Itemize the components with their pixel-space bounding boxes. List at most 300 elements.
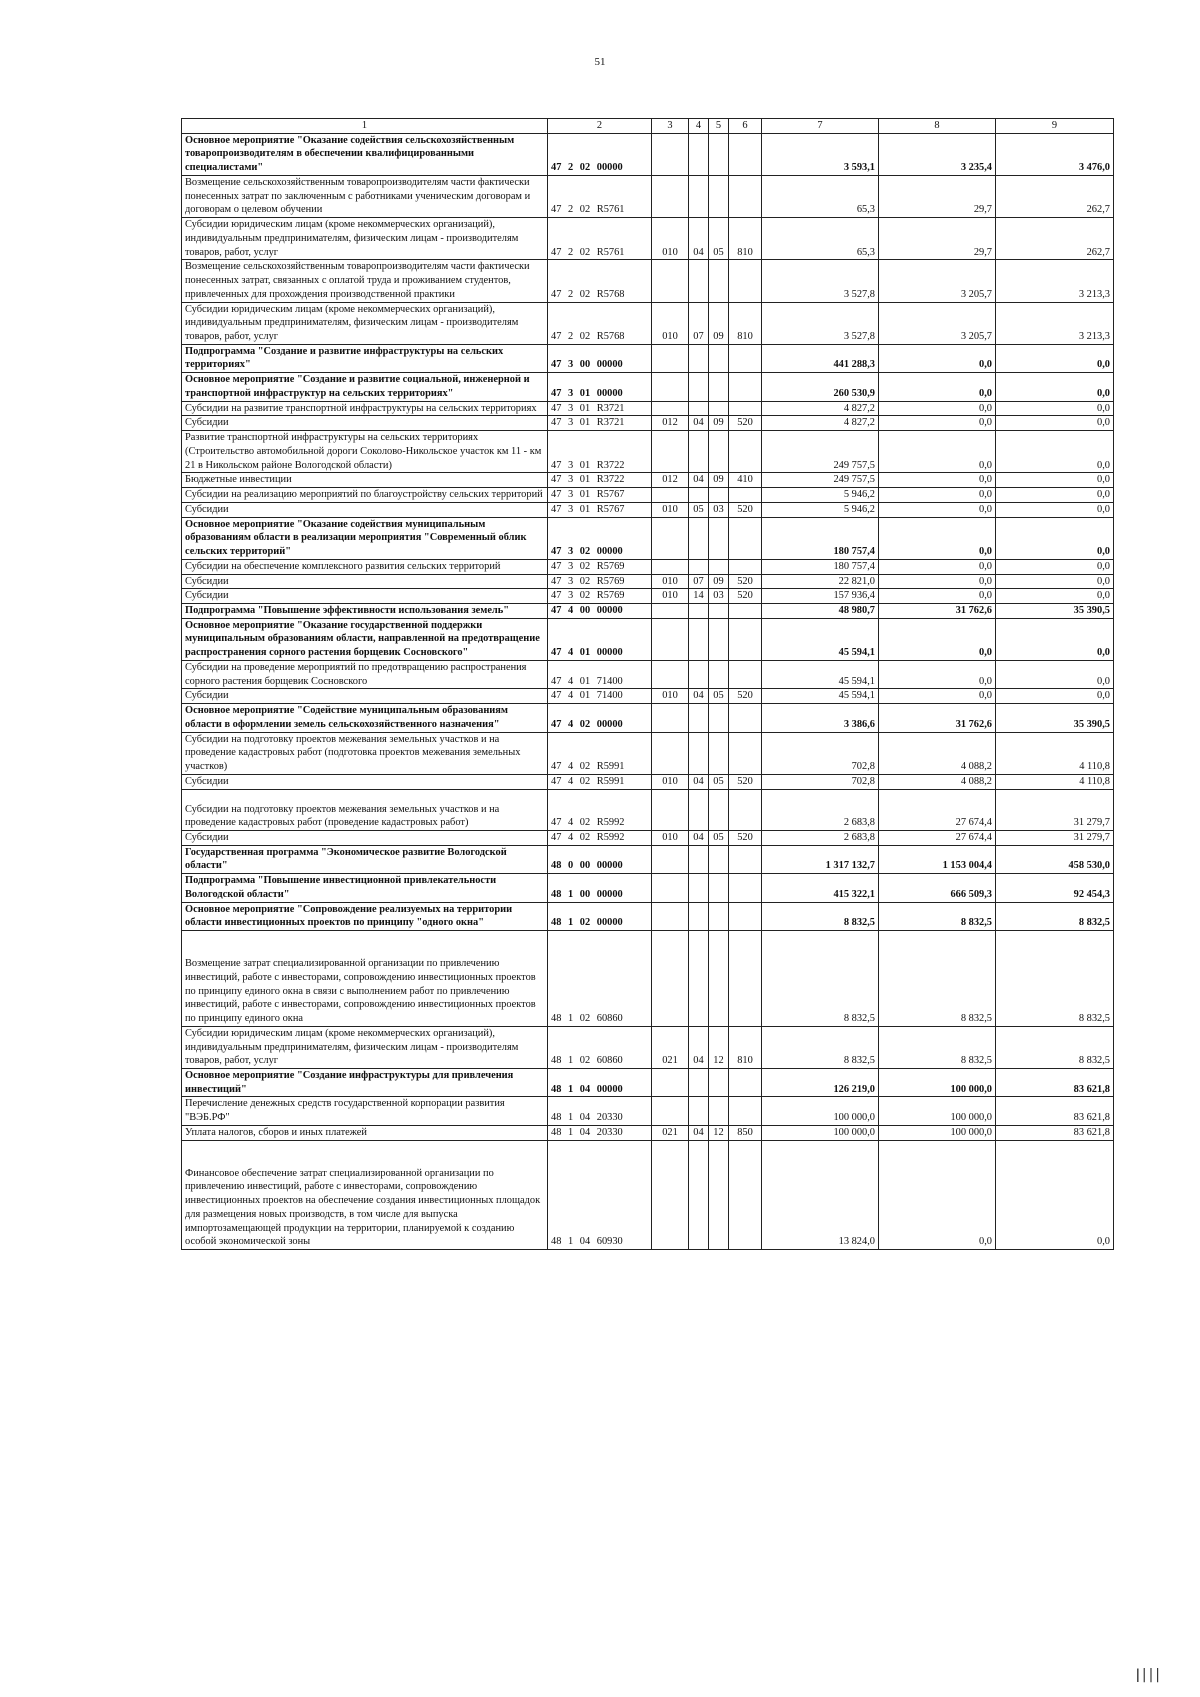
row-value-col7 — [762, 416, 879, 431]
table-row — [182, 175, 1114, 217]
row-expense-type — [729, 845, 762, 873]
row-code — [548, 502, 652, 517]
row-value-col7 — [762, 473, 879, 488]
row-value-col8 — [879, 574, 996, 589]
row-code-text: 48 1 04 00000 — [551, 1083, 623, 1095]
row-code-text: 47 4 02 R5992 — [551, 817, 625, 829]
table-row — [182, 574, 1114, 589]
row-code-text: 48 1 04 20330 — [551, 1112, 623, 1124]
row-value-col7 — [762, 431, 879, 473]
row-value-col7 — [762, 589, 879, 604]
row-value-col8 — [879, 845, 996, 873]
row-subsection — [709, 431, 729, 473]
row-name-text: Субсидии на реализацию мероприятий по благоустройству сельских территорий — [185, 489, 543, 501]
row-value-col7-text: 65,3 — [856, 246, 875, 258]
row-value-col7-text: 3 386,6 — [843, 718, 875, 730]
row-code — [548, 618, 652, 660]
row-value-col8-text: 0,0 — [979, 575, 992, 587]
row-ministry — [652, 416, 689, 431]
row-ministry — [652, 502, 689, 517]
row-code-text: 47 3 01 R5767 — [551, 503, 625, 515]
row-ministry — [652, 218, 689, 260]
row-value-col8 — [879, 1140, 996, 1249]
row-ministry-text: 021 — [662, 1126, 678, 1138]
row-section — [689, 589, 709, 604]
row-expense-type — [729, 589, 762, 604]
row-expense-type-text: 520 — [737, 775, 753, 787]
row-name-text: Подпрограмма "Повышение эффективности использования земель" — [185, 604, 510, 616]
row-value-col9-text: 262,7 — [1086, 246, 1110, 258]
row-value-col7-text: 45 594,1 — [838, 675, 875, 687]
row-value-col7-text: 13 824,0 — [838, 1236, 875, 1248]
row-expense-type — [729, 830, 762, 845]
row-value-col7-text: 702,8 — [851, 761, 875, 773]
row-value-col8-text: 27 674,4 — [955, 817, 992, 829]
row-ministry — [652, 789, 689, 830]
row-value-col8 — [879, 589, 996, 604]
row-subsection — [709, 618, 729, 660]
row-value-col8-text: 0,0 — [979, 417, 992, 429]
row-value-col8 — [879, 373, 996, 401]
row-code-text: 47 3 02 00000 — [551, 546, 623, 558]
row-ministry-text: 010 — [662, 831, 678, 843]
row-value-col7 — [762, 401, 879, 416]
row-ministry — [652, 401, 689, 416]
row-name — [182, 874, 548, 902]
row-code — [548, 431, 652, 473]
row-name — [182, 931, 548, 1027]
row-expense-type — [729, 218, 762, 260]
row-code — [548, 260, 652, 302]
row-subsection-text: 09 — [713, 575, 724, 587]
row-expense-type — [729, 874, 762, 902]
row-section-text: 04 — [693, 246, 704, 258]
row-value-col9 — [996, 517, 1114, 559]
row-expense-type-text: 410 — [737, 474, 753, 486]
row-code-text: 47 4 02 00000 — [551, 718, 623, 730]
row-name-text: Основное мероприятие "Сопровождение реализуемых на территории области инвестиционных проектов по принципу "одного окна" — [185, 903, 513, 929]
row-value-col7-text: 3 593,1 — [843, 162, 875, 174]
row-value-col8-text: 27 674,4 — [955, 831, 992, 843]
row-subsection — [709, 589, 729, 604]
row-value-col8-text: 0,0 — [979, 560, 992, 572]
row-subsection — [709, 845, 729, 873]
row-ministry — [652, 1140, 689, 1249]
row-section — [689, 401, 709, 416]
row-value-col8-text: 0,0 — [979, 503, 992, 515]
row-ministry-text: 010 — [662, 590, 678, 602]
row-ministry — [652, 931, 689, 1027]
row-value-col8 — [879, 732, 996, 774]
row-code — [548, 704, 652, 732]
row-value-col9 — [996, 660, 1114, 688]
row-value-col7 — [762, 874, 879, 902]
row-name — [182, 302, 548, 344]
row-section — [689, 488, 709, 503]
row-code — [548, 830, 652, 845]
row-code — [548, 302, 652, 344]
row-name-text: Субсидии на обеспечение комплексного развития сельских территорий — [185, 560, 501, 572]
table-row — [182, 431, 1114, 473]
row-value-col7-text: 180 757,4 — [833, 560, 875, 572]
row-value-col7-text: 5 946,2 — [843, 503, 875, 515]
row-code — [548, 603, 652, 618]
table-row — [182, 874, 1114, 902]
row-code — [548, 931, 652, 1027]
row-value-col8 — [879, 401, 996, 416]
row-value-col7-text: 22 821,0 — [838, 575, 875, 587]
row-subsection-text: 05 — [713, 246, 724, 258]
row-code — [548, 559, 652, 574]
row-name — [182, 401, 548, 416]
row-value-col8-text: 0,0 — [979, 1236, 992, 1248]
row-expense-type — [729, 660, 762, 688]
row-value-col9-text: 8 832,5 — [1078, 1055, 1110, 1067]
row-value-col9 — [996, 559, 1114, 574]
row-subsection — [709, 1069, 729, 1097]
row-name — [182, 431, 548, 473]
row-value-col9-text: 83 621,8 — [1073, 1126, 1110, 1138]
row-name-text: Субсидии на развитие транспортной инфраструктуры на сельских территориях — [185, 402, 537, 414]
row-ministry — [652, 1125, 689, 1140]
row-value-col8 — [879, 431, 996, 473]
row-subsection — [709, 373, 729, 401]
row-code-text: 48 1 02 60860 — [551, 1013, 623, 1025]
row-value-col9-text: 4 110,8 — [1079, 761, 1110, 773]
row-section — [689, 1097, 709, 1125]
row-expense-type-text: 810 — [737, 1055, 753, 1067]
row-value-col9 — [996, 218, 1114, 260]
table-row — [182, 789, 1114, 830]
row-section — [689, 874, 709, 902]
row-value-col8-text: 0,0 — [979, 489, 992, 501]
row-ministry-text: 010 — [662, 575, 678, 587]
row-expense-type — [729, 133, 762, 175]
row-value-col7 — [762, 845, 879, 873]
row-section-text: 04 — [693, 474, 704, 486]
row-section — [689, 302, 709, 344]
row-code — [548, 689, 652, 704]
row-expense-type-text: 810 — [737, 246, 753, 258]
row-expense-type — [729, 931, 762, 1027]
row-value-col9 — [996, 1026, 1114, 1068]
row-expense-type-text: 520 — [737, 503, 753, 515]
row-section — [689, 218, 709, 260]
row-name-text: Субсидии — [185, 417, 229, 429]
row-ministry — [652, 133, 689, 175]
table-row — [182, 1140, 1114, 1249]
table-header-row — [182, 119, 1114, 134]
row-code — [548, 1140, 652, 1249]
row-expense-type — [729, 473, 762, 488]
row-ministry — [652, 845, 689, 873]
row-section-text: 04 — [693, 831, 704, 843]
row-value-col7 — [762, 732, 879, 774]
row-subsection — [709, 689, 729, 704]
row-value-col8 — [879, 218, 996, 260]
row-expense-type — [729, 774, 762, 789]
row-code-text: 47 3 02 R5769 — [551, 575, 625, 587]
row-value-col7 — [762, 931, 879, 1027]
row-name-text: Субсидии на подготовку проектов межевания земельных участков и на проведение кадастровых работ (проведение кадастровых работ) — [185, 803, 500, 829]
row-name — [182, 574, 548, 589]
row-ministry — [652, 589, 689, 604]
row-value-col7 — [762, 1125, 879, 1140]
row-ministry — [652, 830, 689, 845]
row-code-text: 47 3 02 R5769 — [551, 590, 625, 602]
row-code-text: 47 4 02 R5992 — [551, 831, 625, 843]
row-name-text: Государственная программа "Экономическое развитие Вологодской области" — [185, 846, 507, 872]
row-code-text: 47 4 02 R5991 — [551, 775, 625, 787]
row-value-col8-text: 3 235,4 — [960, 162, 992, 174]
row-value-col7-text: 45 594,1 — [838, 647, 875, 659]
row-value-col7 — [762, 704, 879, 732]
page-number: 51 — [594, 56, 606, 68]
row-value-col8-text: 1 153 004,4 — [942, 860, 992, 872]
row-section — [689, 473, 709, 488]
row-value-col7 — [762, 689, 879, 704]
row-expense-type — [729, 488, 762, 503]
row-expense-type — [729, 1026, 762, 1068]
row-code — [548, 373, 652, 401]
row-subsection — [709, 175, 729, 217]
row-subsection-text: 12 — [713, 1055, 724, 1067]
row-value-col9 — [996, 589, 1114, 604]
row-value-col7 — [762, 302, 879, 344]
row-value-col8-text: 4 088,2 — [960, 761, 992, 773]
row-value-col7 — [762, 1140, 879, 1249]
row-subsection — [709, 502, 729, 517]
table-body — [182, 133, 1114, 1249]
row-value-col7-text: 415 322,1 — [833, 888, 875, 900]
row-subsection — [709, 559, 729, 574]
table-row — [182, 1125, 1114, 1140]
row-value-col8-text: 100 000,0 — [950, 1126, 992, 1138]
row-code — [548, 517, 652, 559]
row-name-text: Развитие транспортной инфраструктуры на сельских территориях (Строительство автомобильной дороги Соколово-Никольское участок км 11 - км 21 в Никольском районе Вологодской области) — [185, 432, 542, 471]
row-value-col7-text: 260 530,9 — [833, 387, 875, 399]
row-value-col7 — [762, 902, 879, 930]
row-subsection-text: 09 — [713, 331, 724, 343]
row-subsection-text: 05 — [713, 831, 724, 843]
row-value-col8-text: 0,0 — [979, 647, 992, 659]
row-value-col8 — [879, 874, 996, 902]
row-value-col8-text: 0,0 — [979, 387, 992, 399]
row-ministry-text: 010 — [662, 775, 678, 787]
row-value-col7 — [762, 559, 879, 574]
row-value-col7-text: 5 946,2 — [843, 489, 875, 501]
row-ministry-text: 012 — [662, 474, 678, 486]
row-expense-type — [729, 789, 762, 830]
row-value-col8 — [879, 517, 996, 559]
row-name-text: Субсидии юридическим лицам (кроме некоммерческих организаций), индивидуальным предпринимателям, физическим лицам - производителям товаров, работ, услуг — [185, 303, 519, 343]
row-subsection — [709, 473, 729, 488]
row-name-text: Уплата налогов, сборов и иных платежей — [185, 1126, 367, 1138]
table-row — [182, 559, 1114, 574]
row-value-col9-text: 0,0 — [1097, 590, 1110, 602]
row-value-col8-text: 8 832,5 — [960, 1055, 992, 1067]
table-row — [182, 344, 1114, 372]
row-name-text: Субсидии — [185, 575, 229, 587]
row-code — [548, 732, 652, 774]
table-row — [182, 830, 1114, 845]
row-name — [182, 618, 548, 660]
row-subsection — [709, 732, 729, 774]
row-section — [689, 1069, 709, 1097]
row-expense-type — [729, 1125, 762, 1140]
row-name — [182, 416, 548, 431]
row-value-col9-text: 0,0 — [1097, 359, 1110, 371]
row-code — [548, 660, 652, 688]
row-value-col8-text: 0,0 — [979, 546, 992, 558]
row-section-text: 04 — [693, 1055, 704, 1067]
row-name — [182, 133, 548, 175]
row-ministry — [652, 660, 689, 688]
row-code-text: 47 2 02 00000 — [551, 162, 623, 174]
row-code — [548, 344, 652, 372]
row-name-text: Субсидии на проведение мероприятий по предотвращению распространения сорного растения борщевик Сосновского — [185, 661, 527, 687]
row-section — [689, 175, 709, 217]
row-value-col7 — [762, 344, 879, 372]
row-code-text: 47 4 02 R5991 — [551, 761, 625, 773]
row-code — [548, 774, 652, 789]
row-ministry — [652, 704, 689, 732]
row-value-col9 — [996, 1069, 1114, 1097]
row-value-col9-text: 0,0 — [1097, 675, 1110, 687]
row-value-col8 — [879, 559, 996, 574]
row-value-col8-text: 0,0 — [979, 590, 992, 602]
row-value-col9 — [996, 260, 1114, 302]
row-value-col7-text: 180 757,4 — [833, 546, 875, 558]
row-value-col7 — [762, 1026, 879, 1068]
row-code-text: 47 3 01 R5767 — [551, 489, 625, 501]
row-value-col9 — [996, 618, 1114, 660]
row-code — [548, 218, 652, 260]
row-value-col9-text: 83 621,8 — [1073, 1112, 1110, 1124]
row-name-text: Субсидии юридическим лицам (кроме некоммерческих организаций), индивидуальным предпринимателям, физическим лицам - производителям товаров, работ, услуг — [185, 219, 519, 258]
row-value-col8-text: 100 000,0 — [950, 1112, 992, 1124]
row-expense-type — [729, 704, 762, 732]
row-value-col7-text: 249 757,5 — [833, 459, 875, 471]
row-value-col7-text: 702,8 — [851, 775, 875, 787]
row-name-text: Возмещение сельскохозяйственным товаропроизводителям части фактически понесенных затрат, связанных с оплатой труда и проживанием студентов, привлеченных для прохождения производственной практики — [185, 261, 530, 300]
row-name-text: Субсидии — [185, 775, 229, 787]
row-value-col8 — [879, 603, 996, 618]
row-section — [689, 260, 709, 302]
row-value-col7-text: 45 594,1 — [838, 690, 875, 702]
row-code-text: 47 3 01 R3721 — [551, 402, 625, 414]
row-subsection — [709, 574, 729, 589]
row-value-col9-text: 0,0 — [1097, 387, 1110, 399]
row-name-text: Подпрограмма "Повышение инвестиционной привлекательности Вологодской области" — [185, 875, 497, 900]
row-subsection-text: 05 — [713, 775, 724, 787]
row-name-text: Бюджетные инвестиции — [185, 474, 292, 486]
row-subsection-text: 03 — [713, 503, 724, 515]
row-ministry — [652, 1069, 689, 1097]
row-code-text: 47 3 01 R3722 — [551, 459, 625, 471]
row-value-col7-text: 8 832,5 — [843, 1055, 875, 1067]
row-name — [182, 589, 548, 604]
table-row — [182, 260, 1114, 302]
row-value-col9 — [996, 774, 1114, 789]
row-value-col9 — [996, 574, 1114, 589]
row-subsection — [709, 830, 729, 845]
row-value-col9-text: 31 279,7 — [1073, 831, 1110, 843]
row-value-col8 — [879, 789, 996, 830]
row-name-text: Основное мероприятие "Оказание содействия муниципальным образованиям области в реализации мероприятия "Современный облик сельских территорий" — [185, 518, 527, 558]
row-value-col9 — [996, 789, 1114, 830]
row-value-col9-text: 3 213,3 — [1078, 331, 1110, 343]
row-section — [689, 416, 709, 431]
row-expense-type — [729, 344, 762, 372]
row-code — [548, 902, 652, 930]
row-expense-type — [729, 1140, 762, 1249]
row-value-col9-text: 0,0 — [1097, 560, 1110, 572]
table-row — [182, 373, 1114, 401]
row-ministry — [652, 774, 689, 789]
row-subsection — [709, 488, 729, 503]
row-expense-type-text: 850 — [737, 1126, 753, 1138]
row-section — [689, 1026, 709, 1068]
row-value-col8 — [879, 660, 996, 688]
row-name — [182, 473, 548, 488]
column-header: 3 — [652, 119, 689, 134]
row-name-text: Перечисление денежных средств государственной корпорации развития "ВЭБ.РФ" — [185, 1098, 505, 1124]
table-row — [182, 517, 1114, 559]
table-row — [182, 1097, 1114, 1125]
table-row — [182, 660, 1114, 688]
row-code — [548, 1125, 652, 1140]
row-value-col9 — [996, 689, 1114, 704]
table-row — [182, 1026, 1114, 1068]
row-expense-type — [729, 302, 762, 344]
row-code-text: 47 4 01 71400 — [551, 690, 623, 702]
row-name — [182, 704, 548, 732]
row-value-col9-text: 35 390,5 — [1073, 718, 1110, 730]
row-ministry — [652, 260, 689, 302]
row-value-col8-text: 8 832,5 — [960, 917, 992, 929]
row-section — [689, 344, 709, 372]
row-value-col8-text: 29,7 — [973, 246, 992, 258]
row-code — [548, 416, 652, 431]
row-name-text: Возмещение сельскохозяйственным товаропроизводителям части фактически понесенных затрат по заключенным с работниками ученическим договорам и договорам о целевом обучении — [185, 176, 531, 216]
row-value-col7-text: 4 827,2 — [843, 402, 875, 414]
row-value-col7-text: 8 832,5 — [843, 917, 875, 929]
row-name — [182, 689, 548, 704]
row-name-text: Финансовое обеспечение затрат специализированной организации по привлечению инвестиций, работе с инвесторами, сопровождению инвестиционных проектов на обеспечение создания инвестиционных площадок для размещения новых производств, в том числе для выпуска импортозамещающей продукции на территории, планируемой к созданию особой экономической зоны — [185, 1167, 541, 1248]
row-ministry — [652, 874, 689, 902]
row-value-col8-text: 666 509,3 — [950, 888, 992, 900]
table-row — [182, 774, 1114, 789]
row-value-col7-text: 3 527,8 — [843, 331, 875, 343]
row-section-text: 04 — [693, 417, 704, 429]
row-subsection-text: 09 — [713, 417, 724, 429]
row-name-text: Субсидии на подготовку проектов межевания земельных участков и на проведение кадастровых работ (подготовка проектов межевания земельных участков) — [185, 733, 521, 773]
row-expense-type — [729, 416, 762, 431]
row-value-col9-text: 0,0 — [1097, 402, 1110, 414]
table-row — [182, 502, 1114, 517]
row-value-col9 — [996, 431, 1114, 473]
row-name — [182, 732, 548, 774]
row-ministry — [652, 1026, 689, 1068]
row-code — [548, 488, 652, 503]
row-name-text: Основное мероприятие "Создание инфраструктуры для привлечения инвестиций" — [185, 1070, 514, 1095]
row-value-col7-text: 1 317 132,7 — [825, 860, 875, 872]
row-value-col7 — [762, 488, 879, 503]
row-code — [548, 473, 652, 488]
row-expense-type-text: 520 — [737, 690, 753, 702]
row-expense-type — [729, 431, 762, 473]
